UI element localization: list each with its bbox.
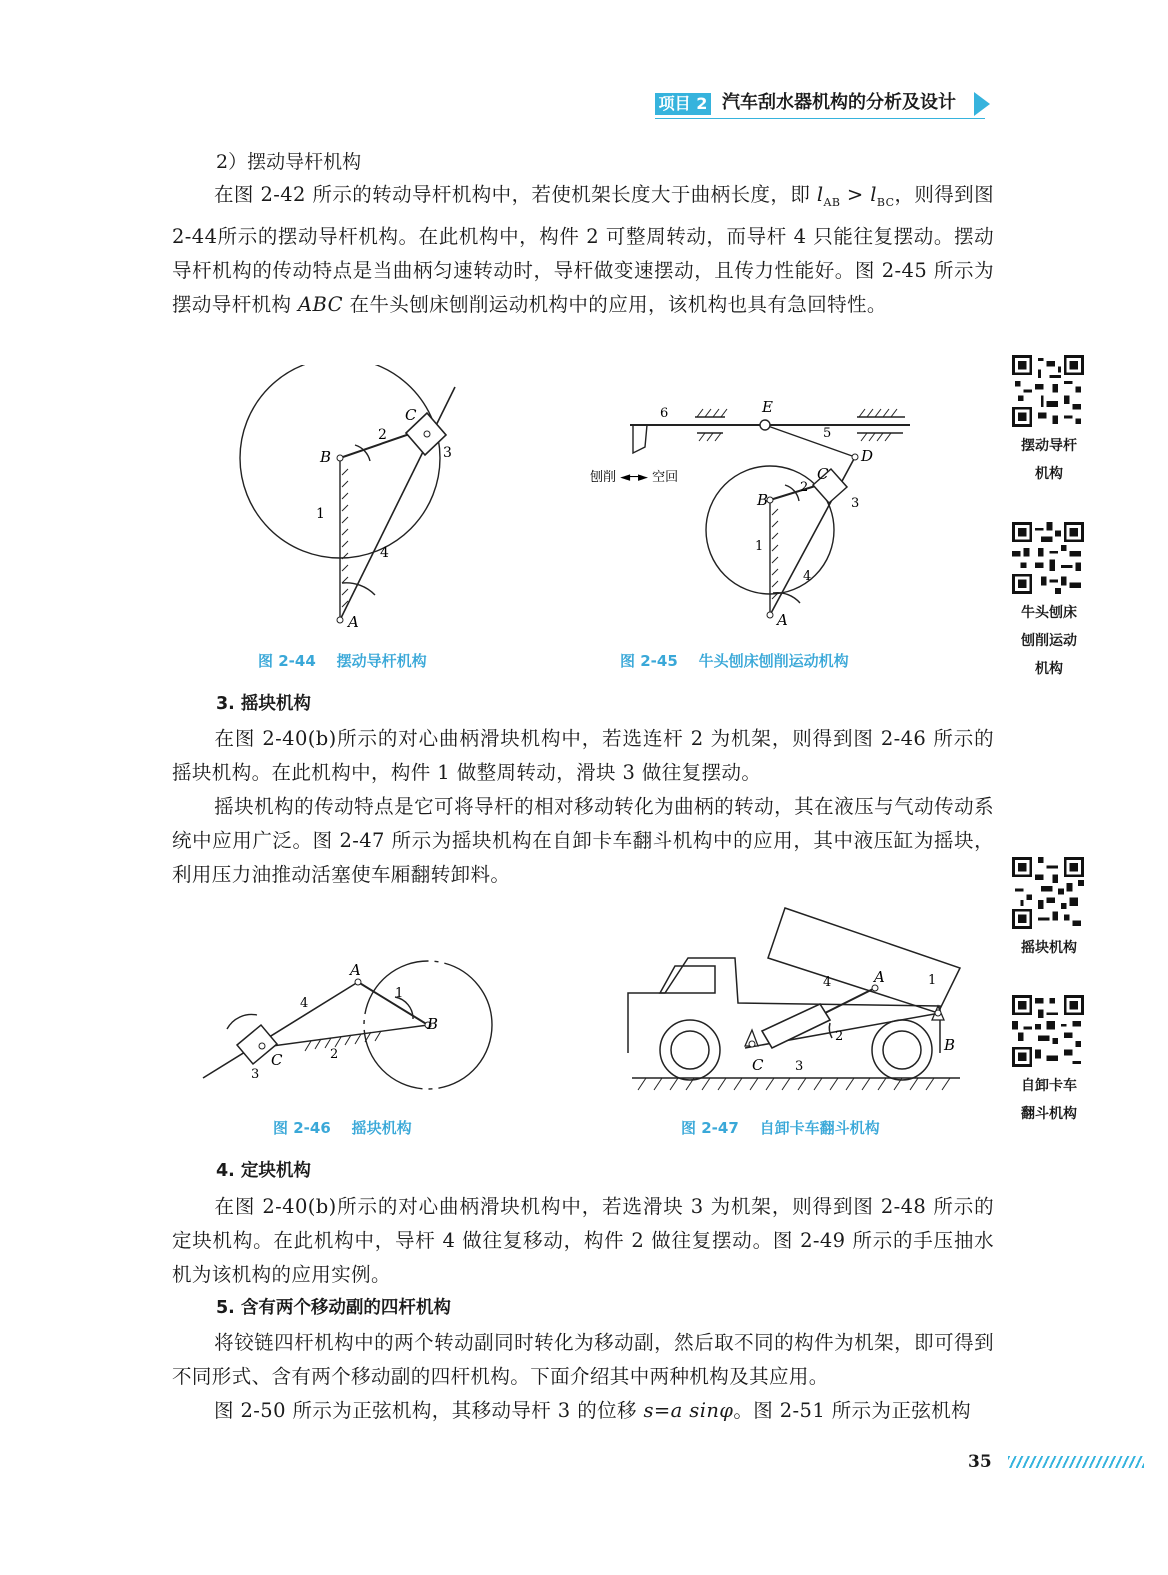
front-wheel-outer: [660, 1020, 720, 1080]
symbol-l: l: [816, 183, 824, 206]
figure-2-47-diagram: [620, 898, 965, 1098]
page-stripe-decoration: [1008, 1456, 1144, 1468]
label-2: 2: [378, 427, 387, 443]
text-run: 在图 2-40(b)所示的对心曲柄滑块机构中，若选连杆 2 为机架，则得到图 2-46 所示的摇块机构。在此机构中，构件 1 做整周转动，滑块 3 做往复摆动。: [172, 727, 994, 784]
dump-box-1: [768, 908, 960, 1013]
qr-label-rocking-block: 摇块机构: [1021, 940, 1077, 956]
text-run: 在图 2-40(b)所示的对心曲柄滑块机构中，若选滑块 3 为机架，则得到图 2-48 所示的定块机构。在此机构中，导杆 4 做往复移动，构件 2 做往复摆动。图 2-49 所示的手压抽水机为该机构的应用实例。: [172, 1195, 994, 1286]
text-run: 图 2-50 所示为正弦机构，其移动导杆 3 的位移: [214, 1399, 644, 1422]
frame-link-2: [265, 1025, 428, 1047]
caption-fig-2-44: 图 2-44 摆动导杆机构: [258, 652, 427, 670]
rear-wheel-outer: [872, 1020, 932, 1080]
figure-2-46-diagram: [195, 945, 505, 1095]
label-C: C: [817, 465, 829, 483]
project-tag: 项目 2: [655, 93, 711, 115]
qr-label-oscillating-guide-line-1: 摆动导杆: [1021, 438, 1077, 454]
label-C: C: [405, 406, 417, 424]
qr-code-shaper[interactable]: [1012, 522, 1084, 594]
symbol-abc: ABC: [298, 292, 343, 316]
caption-fig-2-46: 图 2-46 摇块机构: [273, 1119, 412, 1137]
page-number: 35: [968, 1452, 992, 1472]
label-A: A: [348, 613, 359, 631]
label-C: C: [271, 1051, 283, 1069]
label-5: 5: [823, 426, 832, 441]
label-A: A: [777, 611, 788, 629]
text-run: 将铰链四杆机构中的两个转动副同时转化为移动副，然后取不同的构件为机架，即可得到不同形式、含有两个移动副的四杆机构。下面介绍其中两种机构及其应用。: [172, 1331, 994, 1388]
header-rule: [655, 118, 985, 119]
paragraph-rocking-block-2: [172, 790, 994, 892]
symbol-l: l: [870, 183, 877, 206]
label-4: 4: [823, 975, 832, 990]
caption-fig-2-45: 图 2-45 牛头刨床刨削运动机构: [620, 652, 849, 670]
figure-2-44-diagram: [230, 365, 530, 635]
qr-code-dump-truck[interactable]: [1012, 995, 1084, 1067]
label-2: 2: [835, 1029, 844, 1044]
chapter-title: 汽车刮水器机构的分析及设计: [722, 92, 956, 113]
paragraph-two-prismatic-2: [172, 1394, 994, 1428]
subscript-bc: BC: [876, 195, 895, 209]
label-2: 2: [330, 1047, 339, 1062]
qr-label-shaper-line-1: 牛头刨床: [1021, 605, 1077, 621]
qr-code-rocking-block[interactable]: [1012, 857, 1084, 929]
qr-label-dump-truck-line-1: 自卸卡车: [1021, 1078, 1077, 1094]
qr-code-oscillating-guide[interactable]: [1012, 355, 1084, 427]
label-A: A: [874, 968, 885, 986]
paragraph-fixed-block: [172, 1190, 994, 1292]
text-run: 。图 2-51 所示为正弦机构: [733, 1399, 972, 1422]
label-E: E: [762, 398, 773, 416]
section-heading-two-prismatic: 5. 含有两个移动副的四杆机构: [216, 1298, 451, 1318]
guide-link-4: [340, 387, 455, 620]
label-3: 3: [795, 1059, 804, 1074]
qr-label-shaper-line-3: 机构: [1035, 661, 1063, 677]
label-6: 6: [660, 406, 669, 421]
label-C: C: [752, 1056, 764, 1074]
paragraph-oscillating-guide: [172, 178, 994, 322]
paragraph-two-prismatic-1: [172, 1326, 994, 1394]
formula-sine: s=a sinφ: [643, 1399, 734, 1422]
label-3: 3: [851, 496, 860, 511]
label-2: 2: [800, 480, 809, 495]
label-1: 1: [395, 986, 404, 1001]
label-1: 1: [755, 539, 764, 554]
label-B: B: [944, 1036, 956, 1054]
rear-wheel-inner: [883, 1031, 921, 1069]
label-4: 4: [300, 996, 309, 1011]
label-4: 4: [803, 569, 812, 584]
subscript-ab: AB: [823, 195, 841, 209]
link-5: [765, 425, 855, 457]
label-D: D: [861, 447, 874, 465]
label-1: 1: [928, 973, 937, 988]
text-run: ，则得到图2-44所示的摆动导杆机构。在此机构中，构件 2 可整周转动，而导杆 4 只能往复摆动。摆动导杆机构的传动特点是当曲柄匀速转动时，导杆做变速摆动，且传力性能好。图 2-45 所示为摆动导杆机构: [172, 183, 994, 316]
label-B: B: [320, 448, 332, 466]
hydraulic-cylinder-3: [762, 1004, 830, 1048]
label-4: 4: [380, 545, 389, 561]
swing-arrow: [227, 1014, 257, 1029]
text-run: 摇块机构的传动特点是它可将导杆的相对移动转化为曲柄的转动，其在液压与气动传动系统中应用广泛。图 2-47 所示为摇块机构在自卸卡车翻斗机构中的应用，其中液压缸为摇块，利用压力油推动活塞使车厢翻转卸料。: [172, 795, 994, 886]
label-B: B: [757, 491, 769, 509]
section-heading-oscillating-guide: 2）摆动导杆机构: [216, 151, 362, 173]
header-arrow-icon: [974, 92, 990, 116]
text-run: >: [840, 183, 871, 206]
figure-2-45-diagram: [585, 395, 915, 635]
qr-label-shaper-line-2: 刨削运动: [1021, 633, 1077, 649]
label-B: B: [427, 1015, 439, 1033]
paragraph-rocking-block-1: [172, 722, 994, 790]
cutting-tool: [633, 425, 647, 453]
label-3: 3: [251, 1067, 260, 1082]
front-wheel-inner: [671, 1031, 709, 1069]
crank-link-1: [358, 982, 428, 1025]
qr-label-oscillating-guide-line-2: 机构: [1035, 466, 1063, 482]
qr-label-dump-truck-line-2: 翻斗机构: [1021, 1106, 1077, 1122]
caption-fig-2-47: 图 2-47 自卸卡车翻斗机构: [681, 1119, 880, 1137]
section-heading-fixed-block: 4. 定块机构: [216, 1161, 311, 1181]
label-1: 1: [316, 506, 325, 522]
label-3: 3: [443, 445, 452, 461]
stroke-direction-label: 刨削 ◄─► 空回: [590, 470, 679, 485]
text-run: 在图 2-42 所示的转动导杆机构中，若使机架长度大于曲柄长度，即: [214, 183, 817, 206]
label-A: A: [350, 961, 361, 979]
text-run: 在牛头刨床刨削运动机构中的应用，该机构也具有急回特性。: [342, 292, 887, 316]
section-heading-rocking-block: 3. 摇块机构: [216, 694, 311, 714]
